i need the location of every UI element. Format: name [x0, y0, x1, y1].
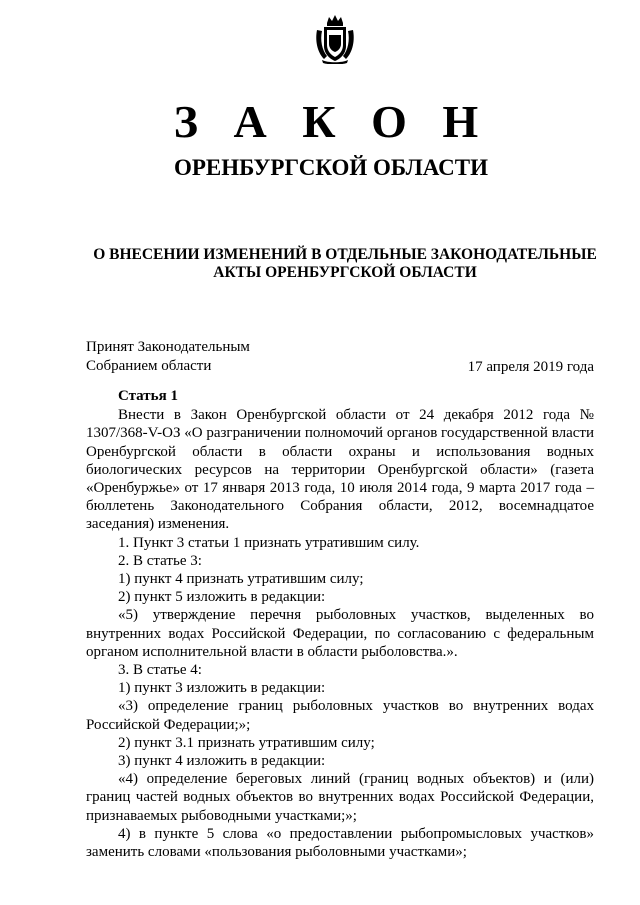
- paragraph: 3. В статье 4:: [118, 662, 202, 679]
- paragraph: 4) в пункте 5 слова «о предоставлении рыбопромысловых участков» заменить словами «пользования рыболовными участками»;: [86, 825, 594, 861]
- paragraph: «5) утверждение перечня рыболовных участков, выделенных во внутренних водах Российской Федерации, по согласованию с федеральным органом исполнительной власти в области рыболовства.».: [86, 607, 594, 660]
- adopted-line-1: Принят Законодательным: [86, 339, 250, 355]
- paragraph: Внести в Закон Оренбургской области от 24 декабря 2012 года № 1307/368-V-ОЗ «О разграничении полномочий органов государственной власти Оренбургской области в области охраны и использования водных биологических ресурсов на территории Оренбургской области» (газета «Оренбуржье» от 17 января 2013 года, 10 июля 2014 года, 9 марта 2017 года – бюллетень Законодательного Собрания области, 2012, восемнадцатое заседания) изменения.: [86, 407, 594, 533]
- paragraph: 1) пункт 4 признать утратившим силу;: [118, 571, 364, 588]
- paragraph: 3) пункт 4 изложить в редакции:: [118, 753, 326, 770]
- law-name: О ВНЕСЕНИИ ИЗМЕНЕНИЙ В ОТДЕЛЬНЫЕ ЗАКОНОДАТЕЛЬНЫЕ АКТЫ ОРЕНБУРГСКОЙ ОБЛАСТИ: [93, 246, 597, 281]
- paragraph: 2) пункт 3.1 признать утратившим силу;: [118, 734, 375, 751]
- article-heading: Статья 1: [118, 388, 178, 404]
- paragraph: 2. В статье 3:: [118, 552, 202, 569]
- adopted-line-2: Собранием области: [86, 358, 212, 374]
- paragraph: 1. Пункт 3 статьи 1 признать утратившим силу.: [118, 534, 420, 551]
- document-title: З А К О Н: [173, 96, 491, 147]
- document-body: [86, 386, 594, 861]
- adoption-date: 17 апреля 2019 года: [467, 359, 594, 375]
- document-subtitle: ОРЕНБУРГСКОЙ ОБЛАСТИ: [173, 155, 489, 180]
- paragraph: 2) пункт 5 изложить в редакции:: [118, 589, 326, 606]
- paragraph: 1) пункт 3 изложить в редакции:: [118, 680, 326, 697]
- coat-of-arms-icon: [314, 14, 356, 64]
- paragraph: «3) определение границ рыболовных участков во внутренних водах Российской Федерации;»;: [86, 698, 594, 733]
- paragraph: «4) определение береговых линий (границ водных объектов) и (или) границ частей водных объектов во внутренних водах Российской Федерации, признаваемых рыбоводными участками;»;: [86, 771, 594, 824]
- adopted-by: [86, 338, 250, 376]
